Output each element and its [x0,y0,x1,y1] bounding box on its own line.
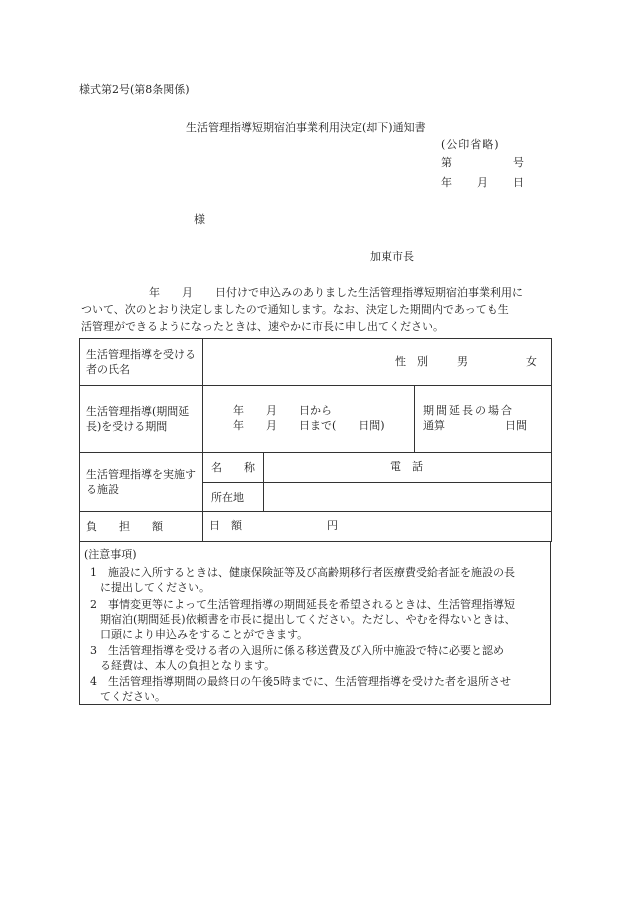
facility-name-label: 名 称 [203,453,264,483]
body-line-2: ついて、次のとおり決定しましたので通知します。なお、決定した期間内であっても生 [81,303,509,316]
number-label-prefix: 第 [441,156,452,169]
recipient-name-label: 生活管理指導を受ける者の氏名 [80,339,203,386]
note-1-line-1: 1 施設に入所するときは、健康保険証等及び高齢期移行者医療費受給者証を施設の長 [90,566,515,579]
addressee-suffix: 様 [194,213,205,226]
date-year: 年 [441,176,452,189]
body-line-1: 年 月 日付けで申込みのありました生活管理指導短期宿泊事業利用に [149,286,523,299]
sex-male: 男 [457,355,468,368]
sex-female: 女 [526,355,537,368]
form-number: 様式第2号(第8条関係) [79,83,190,96]
extension-label: 期間延長の場合 [423,404,514,417]
total-label: 通算 [423,419,445,432]
period-to: 年 月 日まで( 日間) [233,419,385,432]
facility-address-label: 所在地 [203,483,264,512]
note-1-line-2: に提出してください。 [100,581,210,594]
note-3-line-1: 3 生活管理指導を受ける者の入退所に係る移送費及び入所中施設で特に必要と認め [90,644,504,657]
notes-box [79,541,551,705]
date-day: 日 [513,176,524,189]
issuer: 加東市長 [370,250,414,263]
seal-omitted-note: (公印省略) [441,138,500,151]
period-from: 年 月 日から [233,404,332,417]
date-month: 月 [477,176,488,189]
note-4-line-1: 4 生活管理指導期間の最終日の午後5時までに、生活管理指導を受けた者を退所させ [90,675,511,688]
document-title: 生活管理指導短期宿泊事業利用決定(却下)通知書 [186,121,426,134]
daily-label: 日 額 [209,519,242,532]
yen-unit: 円 [327,519,338,532]
number-label-suffix: 号 [513,156,524,169]
burden-cell [203,512,552,542]
note-2-line-2: 期宿泊(期間延長)依頼書を市長に提出してください。ただし、やむを得ないときは、 [100,613,516,626]
tel-label: 電 話 [390,460,423,473]
notes-title: (注意事項) [84,548,137,561]
note-3-line-2: る経費は、本人の負担となります。 [100,659,276,672]
notice-body [81,284,551,335]
body-line-3: 活管理ができるようになったときは、速やかに市長に申し出てください。 [81,320,444,333]
note-4-line-2: てください。 [100,690,166,703]
note-2-line-3: 口頭により申込みをすることができます。 [100,628,309,641]
period-cell [203,386,415,453]
facility-address-cell [264,483,552,512]
extension-cell [415,386,552,453]
total-days: 日間 [505,419,527,432]
facility-label: 生活管理指導を実施する施設 [80,453,203,512]
sex-label: 性 別 [395,355,428,368]
decision-table [79,338,552,542]
burden-label: 負 担 額 [80,512,203,542]
note-2-line-1: 2 事情変更等によって生活管理指導の期間延長を希望されるときは、生活管理指導短 [90,598,515,611]
recipient-name-cell [203,339,552,386]
period-label: 生活管理指導(期間延長)を受ける期間 [80,386,203,453]
facility-name-cell [264,453,552,483]
